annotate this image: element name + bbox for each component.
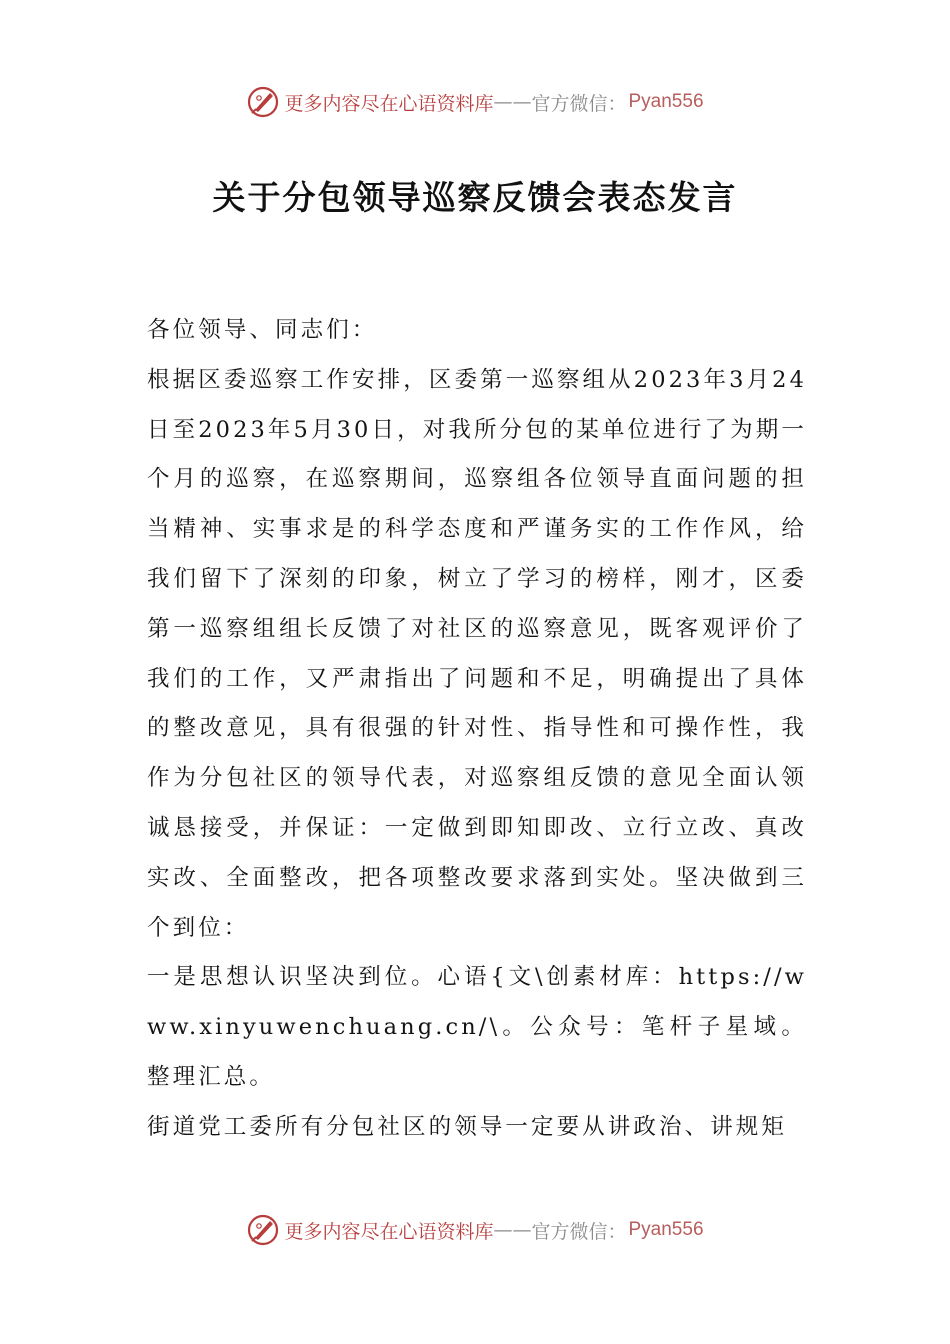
paragraph: 一是思想认识坚决到位。心语{文\创素材库：https://www.xinyuwenchuang.cn/\。公众号：笔杆子星域。整理汇总。 (147, 964, 807, 1090)
quill-pen-circle-icon (246, 85, 280, 119)
watermark-wechat-id: Pyan556 (628, 1219, 704, 1240)
salutation: 各位领导、同志们： (147, 317, 378, 343)
watermark-wechat-id: Pyan556 (628, 91, 704, 112)
paragraph: 根据区委巡察工作安排，区委第一巡察组从2023年3月24日至2023年5月30日，对我所分包的某单位进行了为期一个月的巡察，在巡察期间，巡察组各位领导直面问题的担当精神、实事求是的科学态度和严谨务实的工作作风，给我们留下了深刻的印象，树立了学习的榜样，刚才，区委第一巡察组组长反馈了对社区的巡察意见，既客观评价了我们的工作，又严肃指出了问题和不足，明确提出了具体的整改意见，具有很强的针对性、指导性和可操作性，我作为分包社区的领导代表，对巡察组反馈的意见全面认领诚恳接受，并保证：一定做到即知即改、立行立改、真改实改、全面整改，把各项整改要求落到实处。坚决做到三个到位： (147, 366, 807, 941)
paragraph: 街道党工委所有分包社区的领导一定要从讲政治、讲规矩 (147, 1113, 788, 1140)
watermark-dash: —— (493, 91, 532, 113)
watermark-prefix: 更多内容尽在心语资料库 (284, 1220, 494, 1243)
watermark-dash: —— (493, 1219, 532, 1241)
quill-pen-circle-icon (246, 1213, 280, 1247)
header-watermark (0, 82, 950, 122)
document-body (147, 306, 807, 1153)
footer-watermark (0, 1210, 950, 1250)
watermark-label: 官方微信： (531, 92, 627, 115)
watermark-prefix: 更多内容尽在心语资料库 (284, 92, 494, 115)
document-title: 关于分包领导巡察反馈会表态发言 (212, 178, 738, 217)
watermark-label: 官方微信： (531, 1220, 627, 1243)
